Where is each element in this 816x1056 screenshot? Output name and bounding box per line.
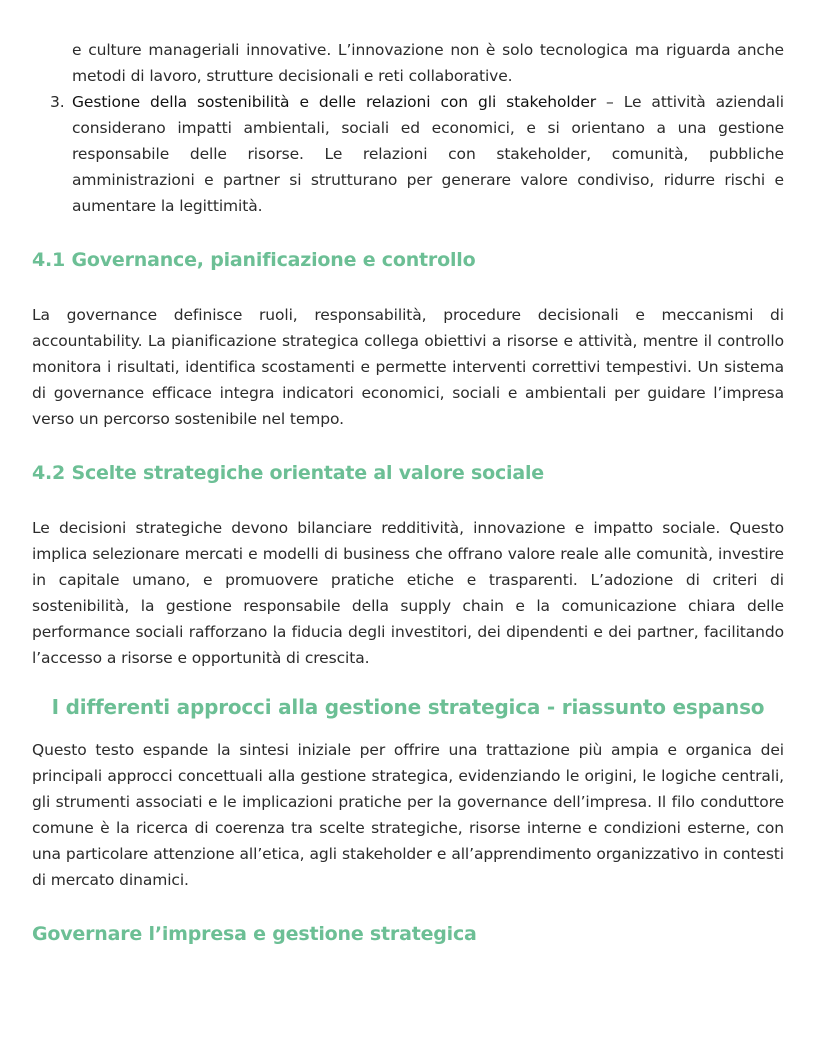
next-section-heading: Governare l’impresa e gestione strategica <box>32 923 477 945</box>
intro-continuation-text: e culture manageriali innovative. L’innovazione non è solo tecnologica ma riguarda anche metodi di lavoro, strutture decisionali e reti collaborative. <box>72 41 784 85</box>
list-item-text: – Le attività aziendali considerano impatti ambientali, sociali ed economici, e si orientano a una gestione responsabile delle risorse. Le relazioni con stakeholder, comunità, pubbliche amministrazioni e partner si strutturano per generare valore condiviso, ridurre rischi e aumentare la legittimità. <box>72 93 784 215</box>
list-item-term: Gestione della sostenibilità e delle relazioni con gli stakeholder <box>72 93 597 111</box>
section-4-2-heading: 4.2 Scelte strategiche orientate al valore sociale <box>32 462 544 484</box>
section-4-1-heading: 4.1 Governance, pianificazione e controllo <box>32 249 476 271</box>
list-item-3 <box>50 89 784 219</box>
list-item-number: 3. <box>50 93 65 111</box>
section-4-2-body: Le decisioni strategiche devono bilanciare redditività, innovazione e impatto sociale. Questo implica selezionare mercati e modelli di business che offrano valore reale alle comunità, investire in capitale umano, e promuovere pratiche etiche e trasparenti. L’adozione di criteri di sostenibilità, la gestione responsabile della supply chain e la comunicazione chiara delle performance sociali rafforzano la fiducia degli investitori, dei dipendenti e dei partner, facilitando l’accesso a risorse e opportunità di crescita. <box>32 519 784 667</box>
main-section-title: I differenti approcci alla gestione strategica - riassunto espanso <box>51 695 765 719</box>
document-page <box>32 37 784 947</box>
main-section-body: Questo testo espande la sintesi iniziale per offrire una trattazione più ampia e organica dei principali approcci concettuali alla gestione strategica, evidenziando le origini, le logiche centrali, gli strumenti associati e le implicazioni pratiche per la governance dell’impresa. Il filo conduttore comune è la ricerca di coerenza tra scelte strategiche, risorse interne e condizioni esterne, con una particolare attenzione all’etica, agli stakeholder e all’apprendimento organizzativo in contesti di mercato dinamici. <box>32 741 784 889</box>
section-4-1-body: La governance definisce ruoli, responsabilità, procedure decisionali e meccanismi di accountability. La pianificazione strategica collega obiettivi a risorse e attività, mentre il controllo monitora i risultati, identifica scostamenti e permette interventi correttivi tempestivi. Un sistema di governance efficace integra indicatori economici, sociali e ambientali per guidare l’impresa verso un percorso sostenibile nel tempo. <box>32 306 784 428</box>
